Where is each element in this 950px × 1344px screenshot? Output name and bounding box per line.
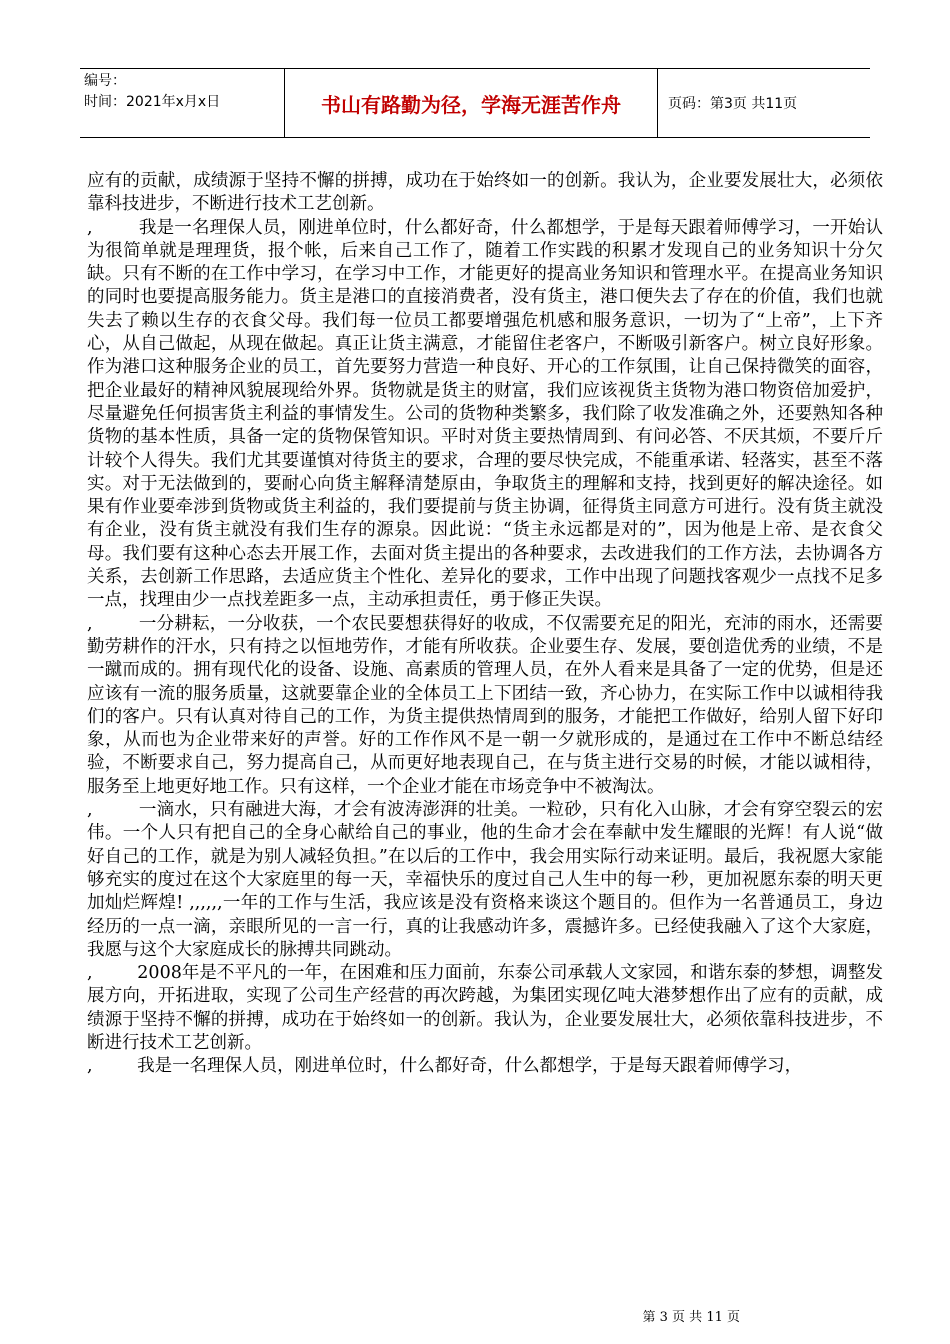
paragraph: , 我是一名理保人员，刚进单位时，什么都好奇，什么都想学，于是每天跟着师傅学习， xyxy=(87,1056,803,1077)
paragraph: , 一分耕耘，一分收获，一个农民要想获得好的收成，不仅需要充足的阳光，充沛的雨水，还需要勤劳耕作的汗水，只有持之以恒地劳作，才能有所收获。企业要生存、发展，要创造优秀的业绩，不是一蹴而成的。拥有现代化的设备、设施、高素质的管理人员，在外人看来是具备了一定的优势，但是还应该有一流的服务质量，这就要靠企业的全体员工上下团结一致，齐心协力，在实际工作中以诚相待我们的客户。只有认真对待自己的工作，为货主提供热情周到的服务，才能把工作做好，给别人留下好印象，从而也为企业带来好的声誉。好的工作作风不是一朝一夕就形成的，是通过在工作中不断总结经验，不断要求自己，努力提高自己，从而更好地表现自己，在与货主进行交易的时候，才能以诚相待，服务至上地更好地工作。只有这样，一个企业才能在市场竞争中不被淘汰。 xyxy=(87,613,883,797)
paragraph: , 2008年是不平凡的一年，在困难和压力面前，东泰公司承载人文家园，和谐东泰的梦想，调整发展方向，开拓进取，实现了公司生产经营的再次跨越，为集团实现亿吨大港梦想作出了应有的贡献，成绩源于坚持不懈的拼搏，成功在于始终如一的创新。我认为，企业要发展壮大，必须依靠科技进步，不断进行技术工艺创新。 xyxy=(87,963,883,1053)
paragraph-text: 2008年是不平凡的一年，在困难和压力面前，东泰公司承载人文家园，和谐东泰的梦想，调整发展方向，开拓进取，实现了公司生产经营的再次跨越，为集团实现亿吨大港梦想作出了应有的贡献，成绩源于坚持不懈的拼搏，成功在于始终如一的创新。我认为，企业要发展壮大，必须依靠科技进步，不断进行技术工艺创新。 xyxy=(87,963,883,1053)
page-footer: 第 3 页 共 11 页 xyxy=(642,1310,740,1325)
paragraph-text: 我是一名理保人员，刚进单位时，什么都好奇，什么都想学，于是每天跟着师傅学习，一开始认为很简单就是理理货，报个帐，后来自己工作了，随着工作实践的积累才发现自己的业务知识十分欠缺。只有不断的在工作中学习，在学习中工作，才能更好的提高业务知识和管理水平。在提高业务知识的同时也要提高服务能力。货主是港口的直接消费者，没有货主，港口便失去了存在的价值，我们也就失去了赖以生存的衣食父母。我们每一位员工都要增强危机感和服务意识，一切为了“上帝”，上下齐心，从自己做起，从现在做起。真正让货主满意，才能留住老客户，不断吸引新客户。树立良好形象。作为港口这种服务企业的员工，首先要努力营造一种良好、开心的工作氛围，让自己保持微笑的面容，把企业最好的精神风貌展现给外界。货物就是货主的财富，我们应该视货主货物为港口物资倍加爱护，尽量避免任何损害货主利益的事情发生。公司的货物种类繁多，我们除了收发准确之外，还要熟知各种货物的基本性质，具备一定的货物保管知识。平时对货主要热情周到、有问必答、不厌其烦，不要斤斤计较个人得失。我们尤其要谨慎对待货主的要求，合理的要尽快完成，不能重承诺、轻落实，甚至不落实。对于无法做到的，要耐心向货主解释清楚原由，争取货主的理解和支持，找到更好的解决途径。如果有作业要牵涉到货物或货主利益的，我们要提前与货主协调，征得货主同意方可进行。没有货主就没有企业，没有货主就没有我们生存的源泉。因此说：“货主永远都是对的”，因为他是上帝、是衣食父母。我们要有这种心态去开展工作，去面对货主提出的各种要求，去改进我们的工作方法，去协调各方关系，去创新工作思路，去适应货主个性化、差异化的要求，工作中出现了问题找客观少一点找不足多一点，找理由少一点找差距多一点，主动承担责任，勇于修正失误。 xyxy=(87,217,883,611)
paragraph-text: 一滴水，只有融进大海，才会有波涛澎湃的壮美。一粒砂，只有化入山脉，才会有穿空裂云的宏伟。一个人只有把自己的全身心献给自己的事业，他的生命才会在奉献中发生耀眼的光辉！有人说“做好自己的工作，就是为别人减轻负担。”在以后的工作中，我会用实际行动来证明。最后，我祝愿大家能够充实的度过在这个大家庭里的每一天，幸福快乐的度过自己人生中的每一秒，更加祝愿东泰的明天更加灿烂辉煌! ,,,,,,一年的工作与生活，我应该是没有资格来谈这个题目的。但作为一名普通员工，身边经历的一点一滴，亲眼所见的一言一行，真的让我感动许多，震撼许多。已经使我融入了这个大家庭，我愿与这个大家庭成长的脉搏共同跳动。 xyxy=(87,800,883,960)
paragraph xyxy=(87,170,883,217)
paragraph-text: 我是一名理保人员，刚进单位时，什么都好奇，什么都想学，于是每天跟着师傅学习， xyxy=(137,1056,803,1077)
paragraph-text: 一分耕耘，一分收获，一个农民要想获得好的收成，不仅需要充足的阳光，充沛的雨水，还需要勤劳耕作的汗水，只有持之以恒地劳作，才能有所收获。企业要生存、发展，要创造优秀的业绩，不是一蹴而成的。拥有现代化的设备、设施、高素质的管理人员，在外人看来是具备了一定的优势，但是还应该有一流的服务质量，这就要靠企业的全体员工上下团结一致，齐心协力，在实际工作中以诚相待我们的客户。只有认真对待自己的工作，为货主提供热情周到的服务，才能把工作做好，给别人留下好印象，从而也为企业带来好的声誉。好的工作作风不是一朝一夕就形成的，是通过在工作中不断总结经验，不断要求自己，努力提高自己，从而更好地表现自己，在与货主进行交易的时候，才能以诚相待，服务至上地更好地工作。只有这样，一个企业才能在市场竞争中不被淘汰。 xyxy=(87,613,883,797)
document-number-label: 编号： xyxy=(84,73,126,89)
document-time-label: 时间：2021年x月x日 xyxy=(84,94,221,110)
header-motto: 书山有路勤为径，学海无涯苦作舟 xyxy=(285,69,658,137)
document-header xyxy=(80,68,870,138)
paragraph-text: 应有的贡献，成绩源于坚持不懈的拼搏，成功在于始终如一的创新。我认为，企业要发展壮大，必须依靠科技进步，不断进行技术工艺创新。 xyxy=(87,171,883,215)
document-body xyxy=(87,170,883,1079)
paragraph: , 一滴水，只有融进大海，才会有波涛澎湃的壮美。一粒砂，只有化入山脉，才会有穿空裂云的宏伟。一个人只有把自己的全身心献给自己的事业，他的生命才会在奉献中发生耀眼的光辉！有人说“做好自己的工作，就是为别人减轻负担。”在以后的工作中，我会用实际行动来证明。最后，我祝愿大家能够充实的度过在这个大家庭里的每一天，幸福快乐的度过自己人生中的每一秒，更加祝愿东泰的明天更加灿烂辉煌! ,,,,,,一年的工作与生活，我应该是没有资格来谈这个题目的。但作为一名普通员工，身边经历的一点一滴，亲眼所见的一言一行，真的让我感动许多，震撼许多。已经使我融入了这个大家庭，我愿与这个大家庭成长的脉搏共同跳动。 xyxy=(87,800,883,960)
header-page-info: 页码：第3页 共11页 xyxy=(668,96,798,112)
header-meta-cell xyxy=(80,69,285,137)
paragraph: , 我是一名理保人员，刚进单位时，什么都好奇，什么都想学，于是每天跟着师傅学习，一开始认为很简单就是理理货，报个帐，后来自己工作了，随着工作实践的积累才发现自己的业务知识十分欠缺。只有不断的在工作中学习，在学习中工作，才能更好的提高业务知识和管理水平。在提高业务知识的同时也要提高服务能力。货主是港口的直接消费者，没有货主，港口便失去了存在的价值，我们也就失去了赖以生存的衣食父母。我们每一位员工都要增强危机感和服务意识，一切为了“上帝”，上下齐心，从自己做起，从现在做起。真正让货主满意，才能留住老客户，不断吸引新客户。树立良好形象。作为港口这种服务企业的员工，首先要努力营造一种良好、开心的工作氛围，让自己保持微笑的面容，把企业最好的精神风貌展现给外界。货物就是货主的财富，我们应该视货主货物为港口物资倍加爱护，尽量避免任何损害货主利益的事情发生。公司的货物种类繁多，我们除了收发准确之外，还要熟知各种货物的基本性质，具备一定的货物保管知识。平时对货主要热情周到、有问必答、不厌其烦，不要斤斤计较个人得失。我们尤其要谨慎对待货主的要求，合理的要尽快完成，不能重承诺、轻落实，甚至不落实。对于无法做到的，要耐心向货主解释清楚原由，争取货主的理解和支持，找到更好的解决途径。如果有作业要牵涉到货物或货主利益的，我们要提前与货主协调，征得货主同意方可进行。没有货主就没有企业，没有货主就没有我们生存的源泉。因此说：“货主永远都是对的”，因为他是上帝、是衣食父母。我们要有这种心态去开展工作，去面对货主提出的各种要求，去改进我们的工作方法，去协调各方关系，去创新工作思路，去适应货主个性化、差异化的要求，工作中出现了问题找客观少一点找不足多一点，找理由少一点找差距多一点，主动承担责任，勇于修正失误。 xyxy=(87,217,883,611)
